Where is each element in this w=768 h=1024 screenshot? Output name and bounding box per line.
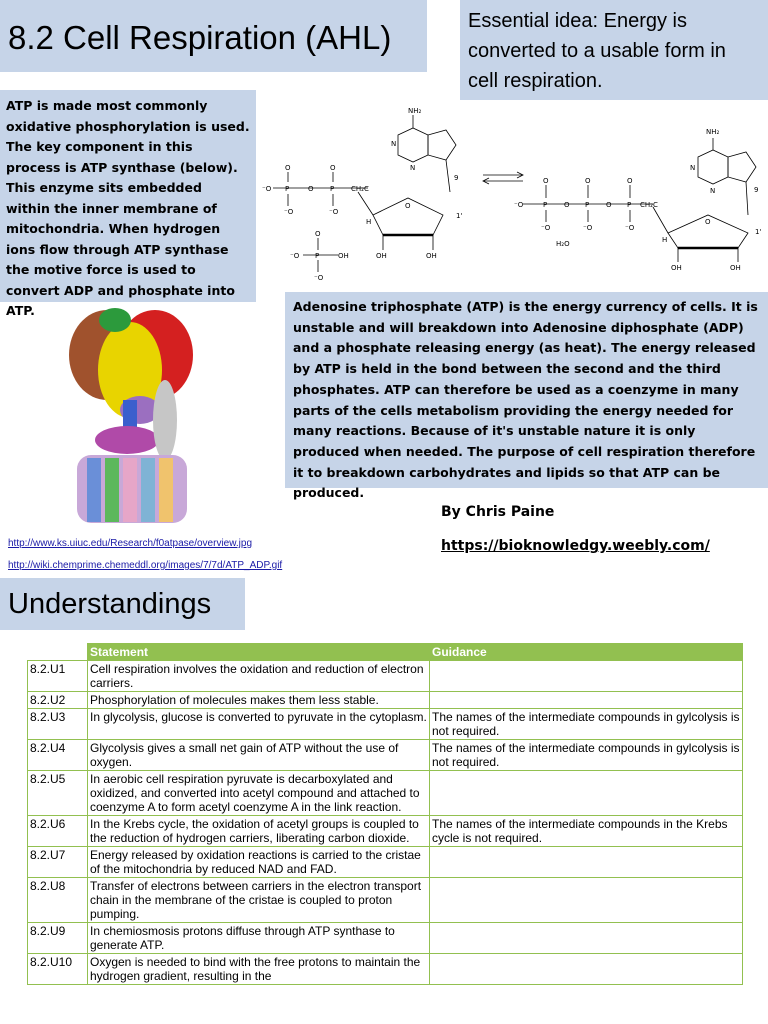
table-row — [28, 709, 743, 740]
adp-ominus-label: ⁻O — [514, 201, 524, 209]
atp-energy-text: Adenosine triphosphate (ATP) is the energy currency of cells. It is unstable and will breakdown into Adenosine diphosphate (ADP) and a phosphate releasing energy (as heat). The energy released by ATP is held in the bond between the second and the third phosphates. ATP can therefore be used as a coenzyme in many parts of the cells metabolism providing the energy needed for many reactions. Because of it's unstable nature it is only produced when needed. The purpose of cell respiration therefore it to breakdown carbohydrates and lipids so that ATP can be produced. — [293, 299, 758, 501]
adp-o-label-3: O — [543, 177, 549, 185]
row-statement: In glycolysis, glucose is converted to pyruvate in the cytoplasm. — [88, 709, 430, 740]
author-credit: By Chris Paine — [441, 504, 555, 520]
row-statement: Energy released by oxidation reactions is carried to the cristae of the mitochondria by reduced NAD and FAD. — [88, 847, 430, 878]
title-box — [0, 0, 427, 72]
atp-one-prime-label: 1' — [456, 212, 463, 220]
row-id: 8.2.U6 — [28, 816, 88, 847]
table-header-row — [28, 644, 743, 661]
atp-ominus-label-3: ⁻O — [329, 208, 339, 216]
row-guidance — [430, 771, 743, 816]
adp-n-label: N — [690, 164, 696, 172]
header-id — [28, 644, 88, 661]
row-guidance: The names of the intermediate compounds in the Krebs cycle is not required. — [430, 816, 743, 847]
adp-n-label-2: N — [710, 187, 716, 195]
row-id: 8.2.U7 — [28, 847, 88, 878]
adp-nh2-label: NH₂ — [706, 128, 720, 136]
adp-o-label-5: O — [627, 177, 633, 185]
essential-idea-box — [460, 0, 768, 100]
row-guidance — [430, 878, 743, 923]
adp-p-label-3: P — [627, 201, 632, 209]
pi-o-label: O — [315, 230, 321, 238]
adp-o-label-4: O — [585, 177, 591, 185]
atp-synthase-image — [55, 300, 205, 530]
atp-n-label-2: N — [410, 164, 416, 172]
atp-p-label-2: P — [330, 185, 335, 193]
row-id: 8.2.U2 — [28, 692, 88, 709]
website-link[interactable]: https://bioknowledgy.weebly.com/ — [441, 538, 710, 554]
pi-ominus-label-2: ⁻O — [314, 274, 324, 282]
h2o-label: H₂O — [556, 240, 570, 248]
adp-p-label: P — [543, 201, 548, 209]
atp-ominus-label: ⁻O — [262, 185, 272, 193]
row-statement: Transfer of electrons between carriers in the electron transport chain in the membrane of the cristae is coupled to proton pumping. — [88, 878, 430, 923]
atp-oh-label: OH — [376, 252, 387, 260]
atp-adp-structure-diagram — [258, 100, 768, 290]
atp-synthase-text-box — [0, 90, 256, 318]
row-guidance — [430, 923, 743, 954]
row-guidance — [430, 847, 743, 878]
adp-p-label-2: P — [585, 201, 590, 209]
atp-nh2-label: NH₂ — [408, 107, 422, 115]
page-title: 8.2 Cell Respiration (AHL) — [8, 19, 392, 56]
row-statement: Oxygen is needed to bind with the free protons to maintain the hydrogen gradient, resulting in the — [88, 954, 430, 985]
adp-one-prime-label: 1' — [755, 228, 762, 236]
row-statement: In the Krebs cycle, the oxidation of acetyl groups is coupled to the reduction of hydrogen carriers, liberating carbon dioxide. — [88, 816, 430, 847]
table-row — [28, 692, 743, 709]
understandings-heading-box — [0, 578, 245, 630]
table-row — [28, 847, 743, 878]
pi-oh-label: OH — [338, 252, 349, 260]
row-id: 8.2.U5 — [28, 771, 88, 816]
atp-ominus-label-2: ⁻O — [284, 208, 294, 216]
pi-ominus-label: ⁻O — [290, 252, 300, 260]
row-statement: In aerobic cell respiration pyruvate is decarboxylated and oxidized, and converted into acetyl compound and attached to coenzyme A to form acetyl coenzyme A in the link reaction. — [88, 771, 430, 816]
adp-oh-label-2: OH — [730, 264, 741, 272]
table-row — [28, 771, 743, 816]
pi-p-label: P — [315, 252, 320, 260]
adp-o-label: O — [564, 201, 570, 209]
adp-oh-label: OH — [671, 264, 682, 272]
adp-ring-o-label: O — [705, 218, 711, 226]
header-guidance: Guidance — [430, 644, 743, 661]
atp-synthase-text: ATP is made most commonly oxidative phosphorylation is used. The key component in this process is ATP synthase (below). This enzyme sits embedded within the inner membrane of mitochondria. When hydrogen ions flow through ATP synthase the motive force is used to convert ADP and phosphate into ATP. — [6, 98, 250, 318]
row-statement: Glycolysis gives a small net gain of ATP without the use of oxygen. — [88, 740, 430, 771]
table-row — [28, 954, 743, 985]
adp-o-label-2: O — [606, 201, 612, 209]
adp-ch2-label: CH₂C — [640, 201, 658, 209]
source-link-atp-synthase[interactable]: http://www.ks.uiuc.edu/Research/f0atpase/overview.jpg — [8, 538, 253, 549]
row-guidance: The names of the intermediate compounds in gylcolysis is not required. — [430, 740, 743, 771]
row-id: 8.2.U1 — [28, 661, 88, 692]
row-statement: Cell respiration involves the oxidation and reduction of electron carriers. — [88, 661, 430, 692]
row-id: 8.2.U8 — [28, 878, 88, 923]
atp-ring-o-label: O — [405, 202, 411, 210]
adp-h-label: H — [662, 236, 668, 244]
atp-ch2-label: CH₂C — [351, 185, 369, 193]
adp-ominus-label-4: ⁻O — [625, 224, 635, 232]
row-id: 8.2.U4 — [28, 740, 88, 771]
row-guidance — [430, 661, 743, 692]
row-id: 8.2.U3 — [28, 709, 88, 740]
understandings-table — [27, 643, 742, 985]
table-row — [28, 740, 743, 771]
section-heading: Understandings — [8, 588, 212, 620]
row-guidance — [430, 692, 743, 709]
table-row — [28, 878, 743, 923]
table-row — [28, 923, 743, 954]
atp-o-label-2: O — [285, 164, 291, 172]
essential-idea-text: Essential idea: Energy is converted to a usable form in cell respiration. — [468, 10, 726, 92]
row-id: 8.2.U10 — [28, 954, 88, 985]
header-statement: Statement — [88, 644, 430, 661]
atp-energy-text-box — [285, 292, 768, 501]
atp-o-label: O — [308, 185, 314, 193]
atp-o-label-3: O — [330, 164, 336, 172]
adp-nine-label: 9 — [754, 186, 759, 194]
adp-ominus-label-3: ⁻O — [583, 224, 593, 232]
row-statement: In chemiosmosis protons diffuse through ATP synthase to generate ATP. — [88, 923, 430, 954]
atp-nine-label: 9 — [454, 174, 459, 182]
atp-p-label: P — [285, 185, 290, 193]
source-link-atp-adp[interactable]: http://wiki.chemprime.chemeddl.org/images/7/7d/ATP_ADP.gif — [8, 560, 283, 571]
row-guidance — [430, 954, 743, 985]
row-statement: Phosphorylation of molecules makes them less stable. — [88, 692, 430, 709]
atp-h-label: H — [366, 218, 372, 226]
atp-n-label: N — [391, 140, 397, 148]
table-row — [28, 816, 743, 847]
atp-oh-label-2: OH — [426, 252, 437, 260]
row-id: 8.2.U9 — [28, 923, 88, 954]
adp-ominus-label-2: ⁻O — [541, 224, 551, 232]
row-guidance: The names of the intermediate compounds in gylcolysis is not required. — [430, 709, 743, 740]
table-row — [28, 661, 743, 692]
